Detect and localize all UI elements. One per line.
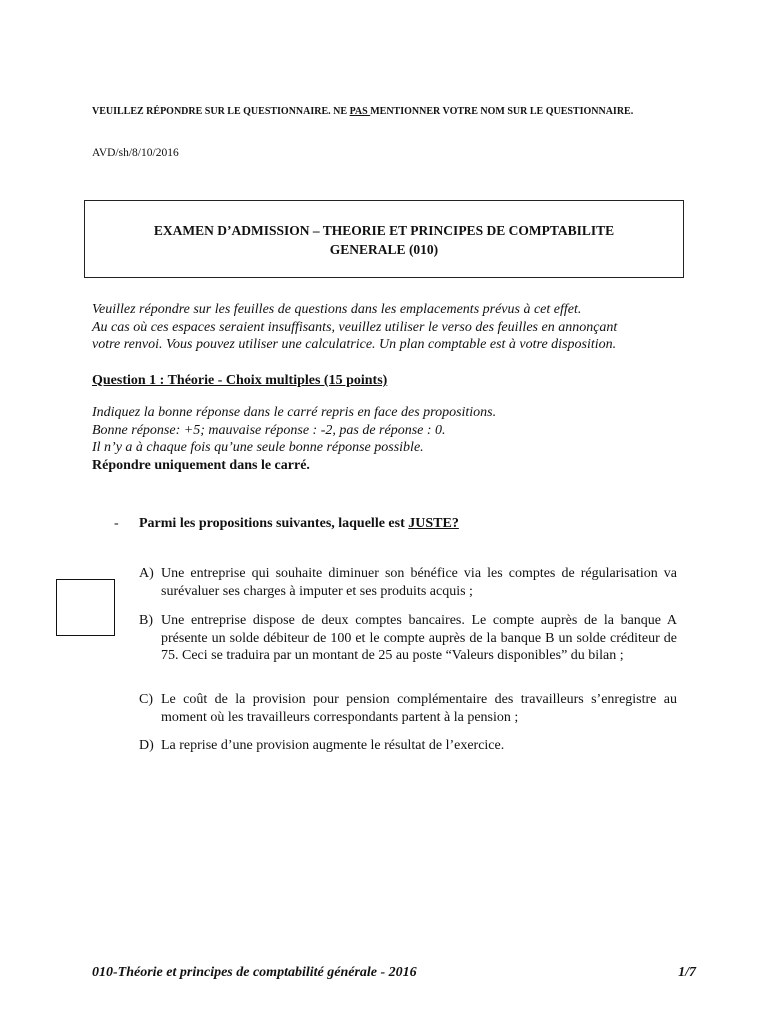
footer-course-title: 010-Théorie et principes de comptabilité générale - 2016 — [92, 965, 417, 980]
document-reference: AVD/sh/8/10/2016 — [92, 147, 179, 159]
instruction-line2: Bonne réponse: +5; mauvaise réponse : -2, pas de réponse : 0. — [92, 422, 446, 438]
intro-line1: Veuillez répondre sur les feuilles de questions dans les emplacements prévus à cet effet. — [92, 302, 582, 317]
instruction-line1: Indiquez la bonne réponse dans le carré repris en face des propositions. — [92, 405, 497, 420]
option-letter: B) — [139, 613, 153, 628]
question-instructions — [92, 404, 692, 474]
instruction-bold-line: Répondre uniquement dans le carré. — [92, 457, 310, 473]
instruction-line3: Il n’y a à chaque fois qu’une seule bonne réponse possible. — [92, 440, 424, 455]
option-text: La reprise d’une provision augmente le résultat de l’exercice. — [161, 738, 505, 753]
exam-title-box — [84, 200, 684, 278]
notice-underlined-word: PAS — [349, 106, 371, 117]
exam-title-line2: GENERALE (010) — [329, 242, 439, 257]
question-prompt — [139, 516, 459, 532]
option-b — [139, 612, 677, 665]
option-a — [139, 565, 677, 600]
question-title: Question 1 : Théorie - Choix multiples (15 points) — [92, 373, 388, 388]
instruction-notice — [92, 103, 652, 120]
option-letter: C) — [139, 692, 153, 707]
intro-line2: Au cas où ces espaces seraient insuffisants, veuillez utiliser le verso des feuilles en annonçant — [92, 319, 618, 335]
option-text: Le coût de la provision pour pension complémentaire des travailleurs s’enregistre au moment où les travailleurs correspondants partent à la pension ; — [161, 692, 677, 725]
answer-box[interactable] — [56, 579, 115, 636]
exam-title — [85, 221, 683, 259]
intro-line3: votre renvoi. Vous pouvez utiliser une calculatrice. Un plan comptable est à votre disposition. — [92, 337, 617, 352]
notice-text-part1: VEUILLEZ RÉPONDRE SUR LE QUESTIONNAIRE. NE — [92, 106, 350, 117]
prompt-emphasis: JUSTE? — [408, 516, 459, 531]
prompt-text: Parmi les propositions suivantes, laquelle est — [139, 516, 409, 531]
option-text: Une entreprise qui souhaite diminuer son bénéfice via les comptes de régularisation va surévaluer ses charges à imputer et ses produits acquis ; — [161, 566, 677, 599]
option-c — [139, 691, 677, 726]
bullet-dash: - — [114, 516, 119, 531]
option-d — [139, 737, 677, 755]
option-text: Une entreprise dispose de deux comptes bancaires. Le compte auprès de la banque A présente un solde débiteur de 100 et le compte auprès de la banque B un solde créditeur de 75. Ceci se traduira par un montant de 25 au poste “Valeurs disponibles” du bilan ; — [161, 613, 677, 663]
intro-paragraph — [92, 301, 692, 354]
exam-title-line1: EXAMEN D’ADMISSION – THEORIE ET PRINCIPES DE COMPTABILITE — [153, 223, 615, 238]
notice-text-part2: MENTIONNER VOTRE NOM SUR LE QUESTIONNAIRE. — [370, 106, 634, 117]
option-letter: A) — [139, 566, 154, 581]
option-letter: D) — [139, 738, 154, 753]
footer-page-number: 1/7 — [678, 965, 696, 980]
